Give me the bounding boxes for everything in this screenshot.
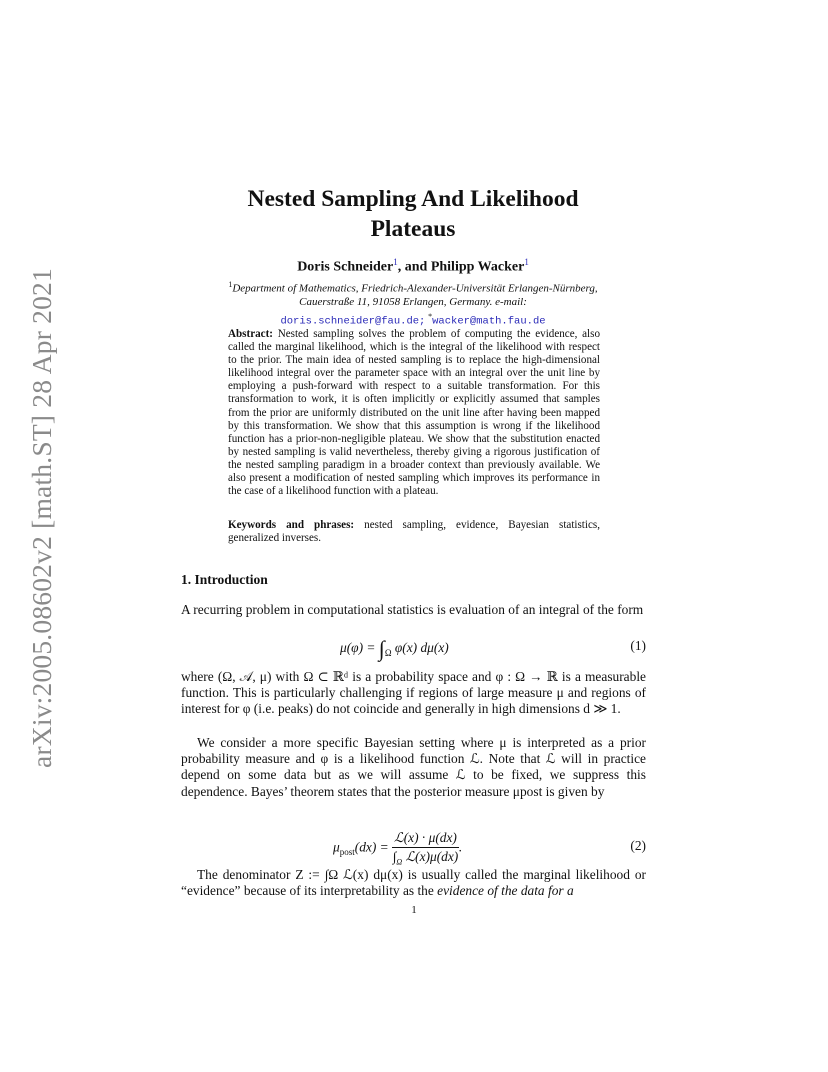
email-link-2[interactable]: wacker@math.fau.de [432,315,546,328]
affiliation-line-1: Department of Mathematics, Friedrich-Alexander-Universität Erlangen-Nürnberg, [232,282,598,295]
author-1: Doris Schneider [297,259,394,275]
abstract [228,328,600,498]
keywords-label: Keywords and phrases: [228,519,355,531]
equation-2-number: (2) [630,838,646,853]
equation-1-expression: $\mu(\varphi) = \int_\Omega$ φ(x) dμ(x) [340,636,449,661]
author-1-affil-ref[interactable]: 1 [393,257,398,267]
keywords [228,519,600,545]
arxiv-id-text: arXiv:2005.08602v2 [math.ST] 28 Apr 2021 [26,268,57,768]
arxiv-sidebar-id [22,268,62,768]
paragraph-2: where (Ω, 𝒜, μ) with Ω ⊂ ℝᵈ is a probability space and φ : Ω → ℝ is a measurable function. This is particularly challenging if regions of large measure μ and regions of interest for φ (i.e. peaks) do not coincide and generally in high dimensions d ≫ 1. [181,669,646,717]
paragraph-3: We consider a more specific Bayesian setting where μ is interpreted as a prior probability measure and φ is a likelihood function ℒ. Note that ℒ will in practice depend on some data but as we will assume ℒ to be fixed, we suppress this dependence. Bayes’ theorem states that the posterior measure μpost is given by [181,735,646,799]
paper-title [180,184,646,244]
affiliation: $^1$Department of Mathematics, Friedrich-Alexander-Universität Erlangen-Nürnberg, Cauerstraße 11, 91058 Erlangen, Germany. e-mail: doris.schneider@fau.de; *wacker@math.fau.de [200,278,626,329]
email-link-1[interactable]: doris.schneider@fau.de; [280,315,426,328]
author-separator: , and [397,259,431,275]
equation-2 [181,826,646,866]
page-number: 1 [411,904,417,916]
author-2: Philipp Wacker [430,259,525,275]
author-list [180,257,646,276]
title-line-2: Plateaus [370,216,456,242]
abstract-label: Abstract: [228,328,273,340]
section-heading: 1. Introduction [181,572,268,587]
paragraph-4: The denominator Z := ∫Ω ℒ(x) dμ(x) is usually called the marginal likelihood or “evidence” because of its interpretability as the evidence of the data for a [181,867,646,899]
paragraph-1: A recurring problem in computational statistics is evaluation of an integral of the form [181,602,644,617]
equation-2-expression: $\mu_{post}(dx)$ = $\frac{\text{ℒ(x) · μ(dx)}}{\int_\Omega ℒ(x)\mu(dx)}$ . [333,830,463,867]
keywords-text: nested sampling, evidence, Bayesian statistics, generalized inverses. [228,519,600,545]
title-line-1: Nested Sampling And Likelihood [247,186,579,212]
author-2-affil-ref[interactable]: 1 [524,257,529,267]
affiliation-line-2: Cauerstraße 11, 91058 Erlangen, Germany. e-mail: [299,296,527,309]
equation-1-number: (1) [630,638,646,653]
abstract-text: Nested sampling solves the problem of computing the evidence, also called the marginal likelihood, which is the integral of the likelihood with respect to the prior. The main idea of nested sampling is to replace the high-dimensional likelihood integral over the parameter space with an integral over the unit line by employing a push-forward with respect to a suitable transformation. For this transformation to work, it is often implicitly or explicitly assumed that samples from the prior are uniformly distributed on the unit line after having been mapped by this transformation. We show that this assumption is wrong if the likelihood function has a prior-non-negligible plateau. We show that the substitution enacted by nested sampling is valid nevertheless, thereby giving a rigorous justification of the nested sampling paradigm in a broader context than previously available. We also present a modification of nested sampling which improves its performance in the case of a likelihood function with a plateau. [228,328,600,498]
equation-1 [181,628,646,668]
